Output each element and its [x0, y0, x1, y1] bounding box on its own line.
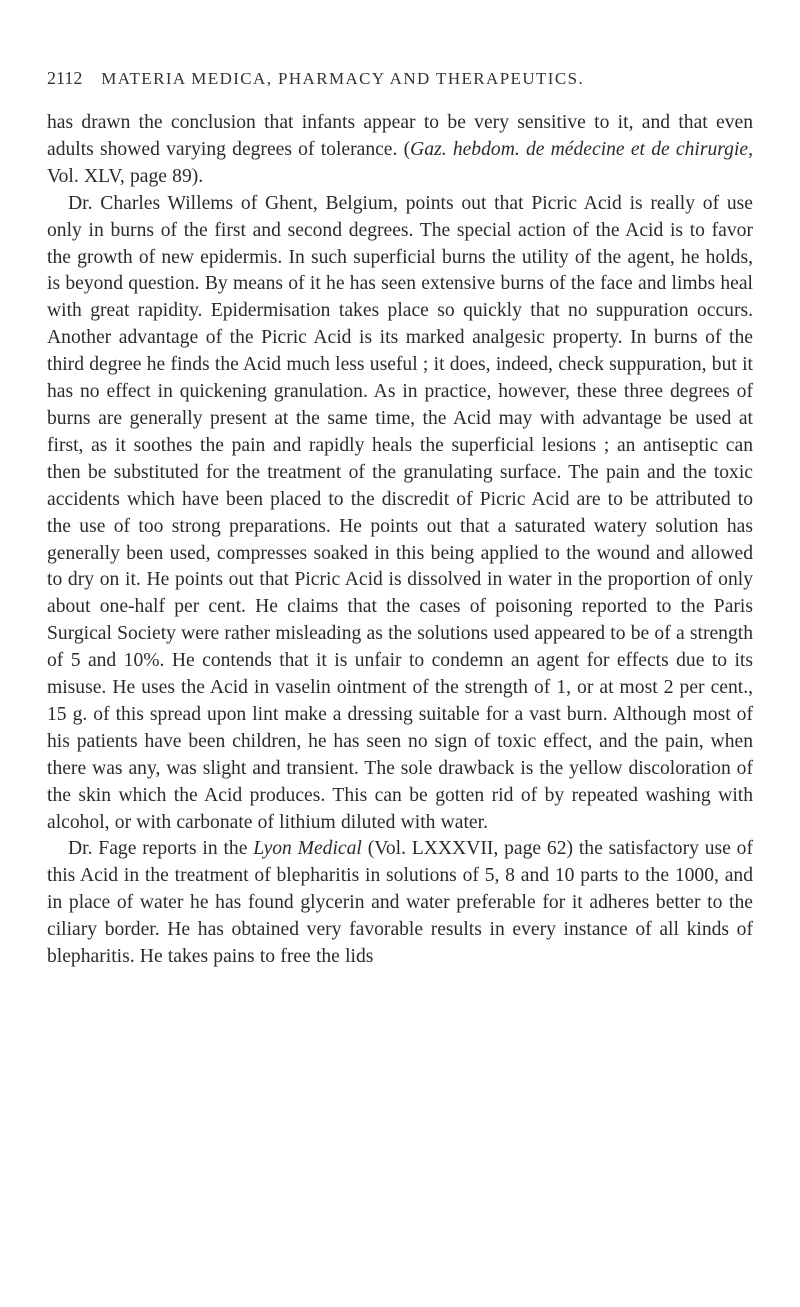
running-header — [47, 68, 687, 89]
paragraph-text: (Vol. LXXXVII, page 62) the satisfactory use of this Acid in the treatment of blepharitis in solutions of 5, 8 and 10 parts to the 1000, and in place of water he has found glycerin and water preferable for it adheres better to the ciliary border. He has obtained very favorable results in every instance of all kinds of blepharitis. He takes pains to free the lids — [47, 838, 753, 968]
journal-citation: Lyon Medical — [253, 838, 362, 860]
paragraph-fage — [47, 836, 753, 971]
running-title: MATERIA MEDICA, PHARMACY AND THERAPEUTICS. — [101, 69, 585, 88]
paragraph-text: Dr. Fage reports in the — [68, 838, 254, 860]
paragraph-willems: Dr. Charles Willems of Ghent, Belgium, points out that Picric Acid is really of use only in burns of the first and second degrees. The special action of the Acid is to favor the growth of new epidermis. In such superficial burns the utility of the agent, he holds, is beyond question. By means of it he has seen extensive burns of the face and limbs heal with great rapidity. Epidermisation takes place so quickly that no suppuration occurs. Another advantage of the Picric Acid is its marked analgesic property. In burns of the third degree he finds the Acid much less useful ; it does, indeed, check suppuration, but it has no effect in quickening granulation. As in practice, however, these three degrees of burns are generally present at the same time, the Acid may with advantage be used at first, as it soothes the pain and rapidly heals the superficial lesions ; an antiseptic can then be substituted for the treatment of the granulating surface. The pain and the toxic accidents which have been placed to the discredit of Picric Acid are to be attributed to the use of too strong preparations. He points out that a saturated watery solution has generally been used, compresses soaked in this being applied to the wound and allowed to dry on it. He points out that Picric Acid is dissolved in water in the proportion of only about one-half per cent. He claims that the cases of poisoning reported to the Paris Surgical Society were rather misleading as the solutions used appeared to be of a strength of 5 and 10%. He contends that it is unfair to condemn an agent for effects due to its misuse. He uses the Acid in vaselin ointment of the strength of 1, or at most 2 per cent., 15 g. of this spread upon lint make a dressing suitable for a vast burn. Although most of his patients have been children, he has seen no sign of toxic effect, and the pain, when there was any, was slight and transient. The sole drawback is the yellow discoloration of the skin which the Acid produces. This can be gotten rid of by repeated washing with alcohol, or with carbonate of lithium diluted with water. — [47, 192, 753, 833]
page-number: 2112 — [47, 68, 83, 88]
journal-citation: Gaz. hebdom. de médecine et de chirurgie, — [410, 138, 753, 160]
paragraph-text: has drawn the conclusion that infants appear to be very sensitive to it, and that even adults showed varying degrees of tolerance. ( — [47, 112, 753, 160]
citation-volume: Vol. XLV, page 89). — [47, 165, 204, 187]
paragraph-continuation — [47, 110, 753, 191]
body-text — [47, 110, 753, 971]
